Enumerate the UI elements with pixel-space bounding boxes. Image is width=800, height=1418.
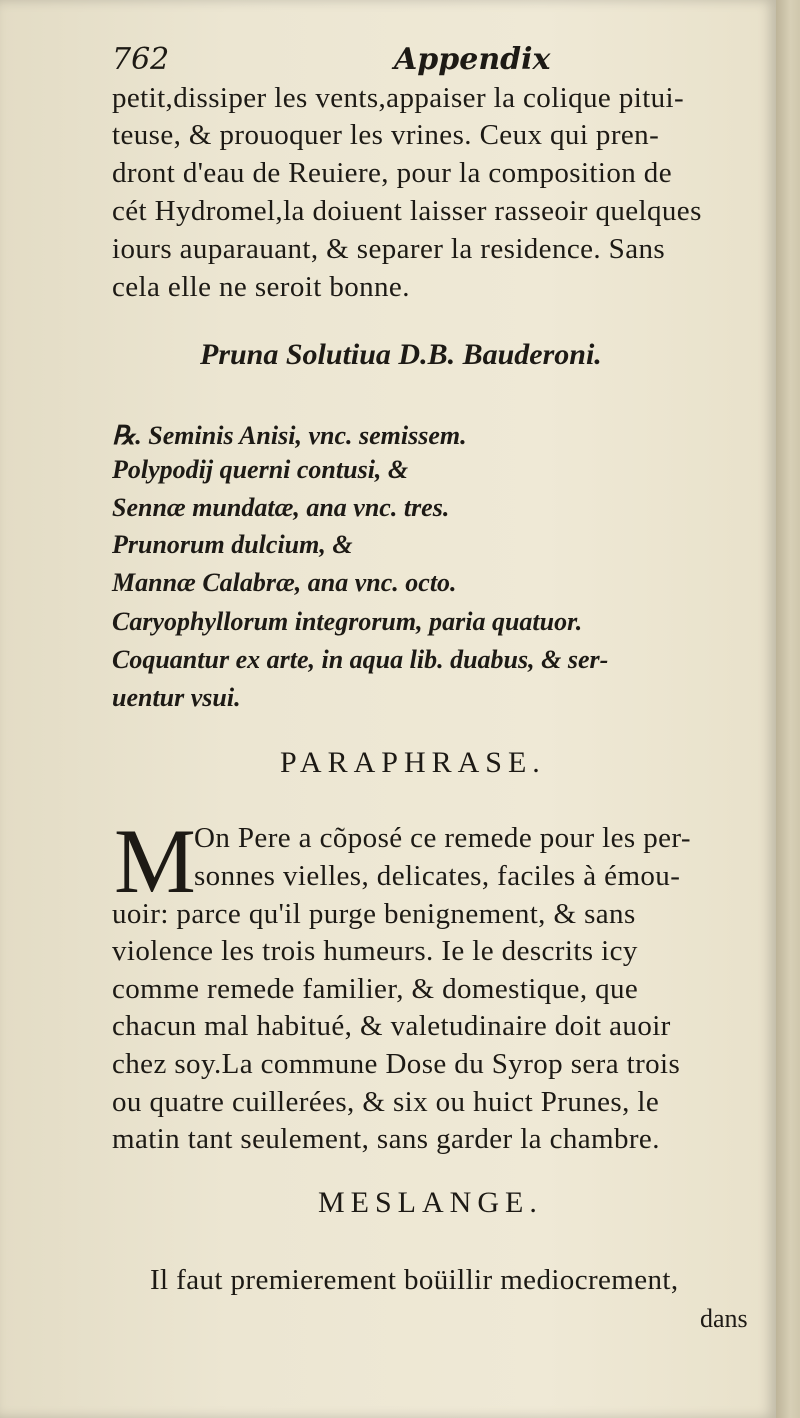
recipe-line: Coquantur ex arte, in aqua lib. duabus, & ser- [112, 645, 609, 674]
page-edge [776, 0, 800, 1418]
text-line: dront d'eau de Reuiere, pour la composition de [112, 157, 672, 189]
recipe-line: uentur vsui. [112, 683, 241, 712]
catchword: dans [700, 1304, 748, 1333]
text-line: sonnes vielles, delicates, faciles à émou- [194, 860, 681, 892]
drop-cap: M [114, 810, 196, 912]
recipe-line: Caryophyllorum integrorum, paria quatuor. [112, 607, 583, 636]
page-number: 762 [112, 42, 170, 77]
text-line: teuse, & prouoquer les vrines. Ceux qui pren- [112, 119, 660, 151]
paraphrase-heading: PARAPHRASE. [280, 746, 546, 779]
text-line: ou quatre cuillerées, & six ou huict Prunes, le [112, 1086, 660, 1118]
text-line: violence les trois humeurs. Ie le descrits icy [112, 935, 638, 967]
meslange-heading: MESLANGE. [318, 1186, 543, 1219]
text-line: petit,dissiper les vents,appaiser la colique pitui- [112, 82, 685, 114]
text-line: uoir: parce qu'il purge benignement, & sans [112, 898, 636, 930]
text-line: cela elle ne seroit bonne. [112, 271, 410, 303]
text-line: On Pere a cõposé ce remede pour les per- [194, 822, 691, 854]
recipe-line: Prunorum dulcium, & [112, 530, 353, 559]
recipe-line: Sennæ mundatæ, ana vnc. tres. [112, 493, 450, 522]
text-line: Il faut premierement boüillir mediocrement, [150, 1264, 679, 1296]
recipe-title: Pruna Solutiua D.B. Bauderoni. [200, 338, 602, 371]
recipe-line: Polypodij querni contusi, & [112, 455, 409, 484]
running-title: Appendix [394, 42, 551, 77]
text-line: comme remede familier, & domestique, que [112, 973, 639, 1005]
text-line: iours auparauant, & separer la residence. Sans [112, 233, 666, 265]
text-line: chez soy.La commune Dose du Syrop sera trois [112, 1048, 681, 1080]
recipe-line: ℞. Seminis Anisi, vnc. semissem. [112, 421, 467, 450]
text-line: chacun mal habitué, & valetudinaire doit auoir [112, 1010, 671, 1042]
recipe-line: Mannæ Calabræ, ana vnc. octo. [112, 568, 457, 597]
text-line: matin tant seulement, sans garder la chambre. [112, 1123, 660, 1155]
text-line: cét Hydromel,la doiuent laisser rasseoir quelques [112, 195, 702, 227]
running-header [112, 42, 762, 82]
